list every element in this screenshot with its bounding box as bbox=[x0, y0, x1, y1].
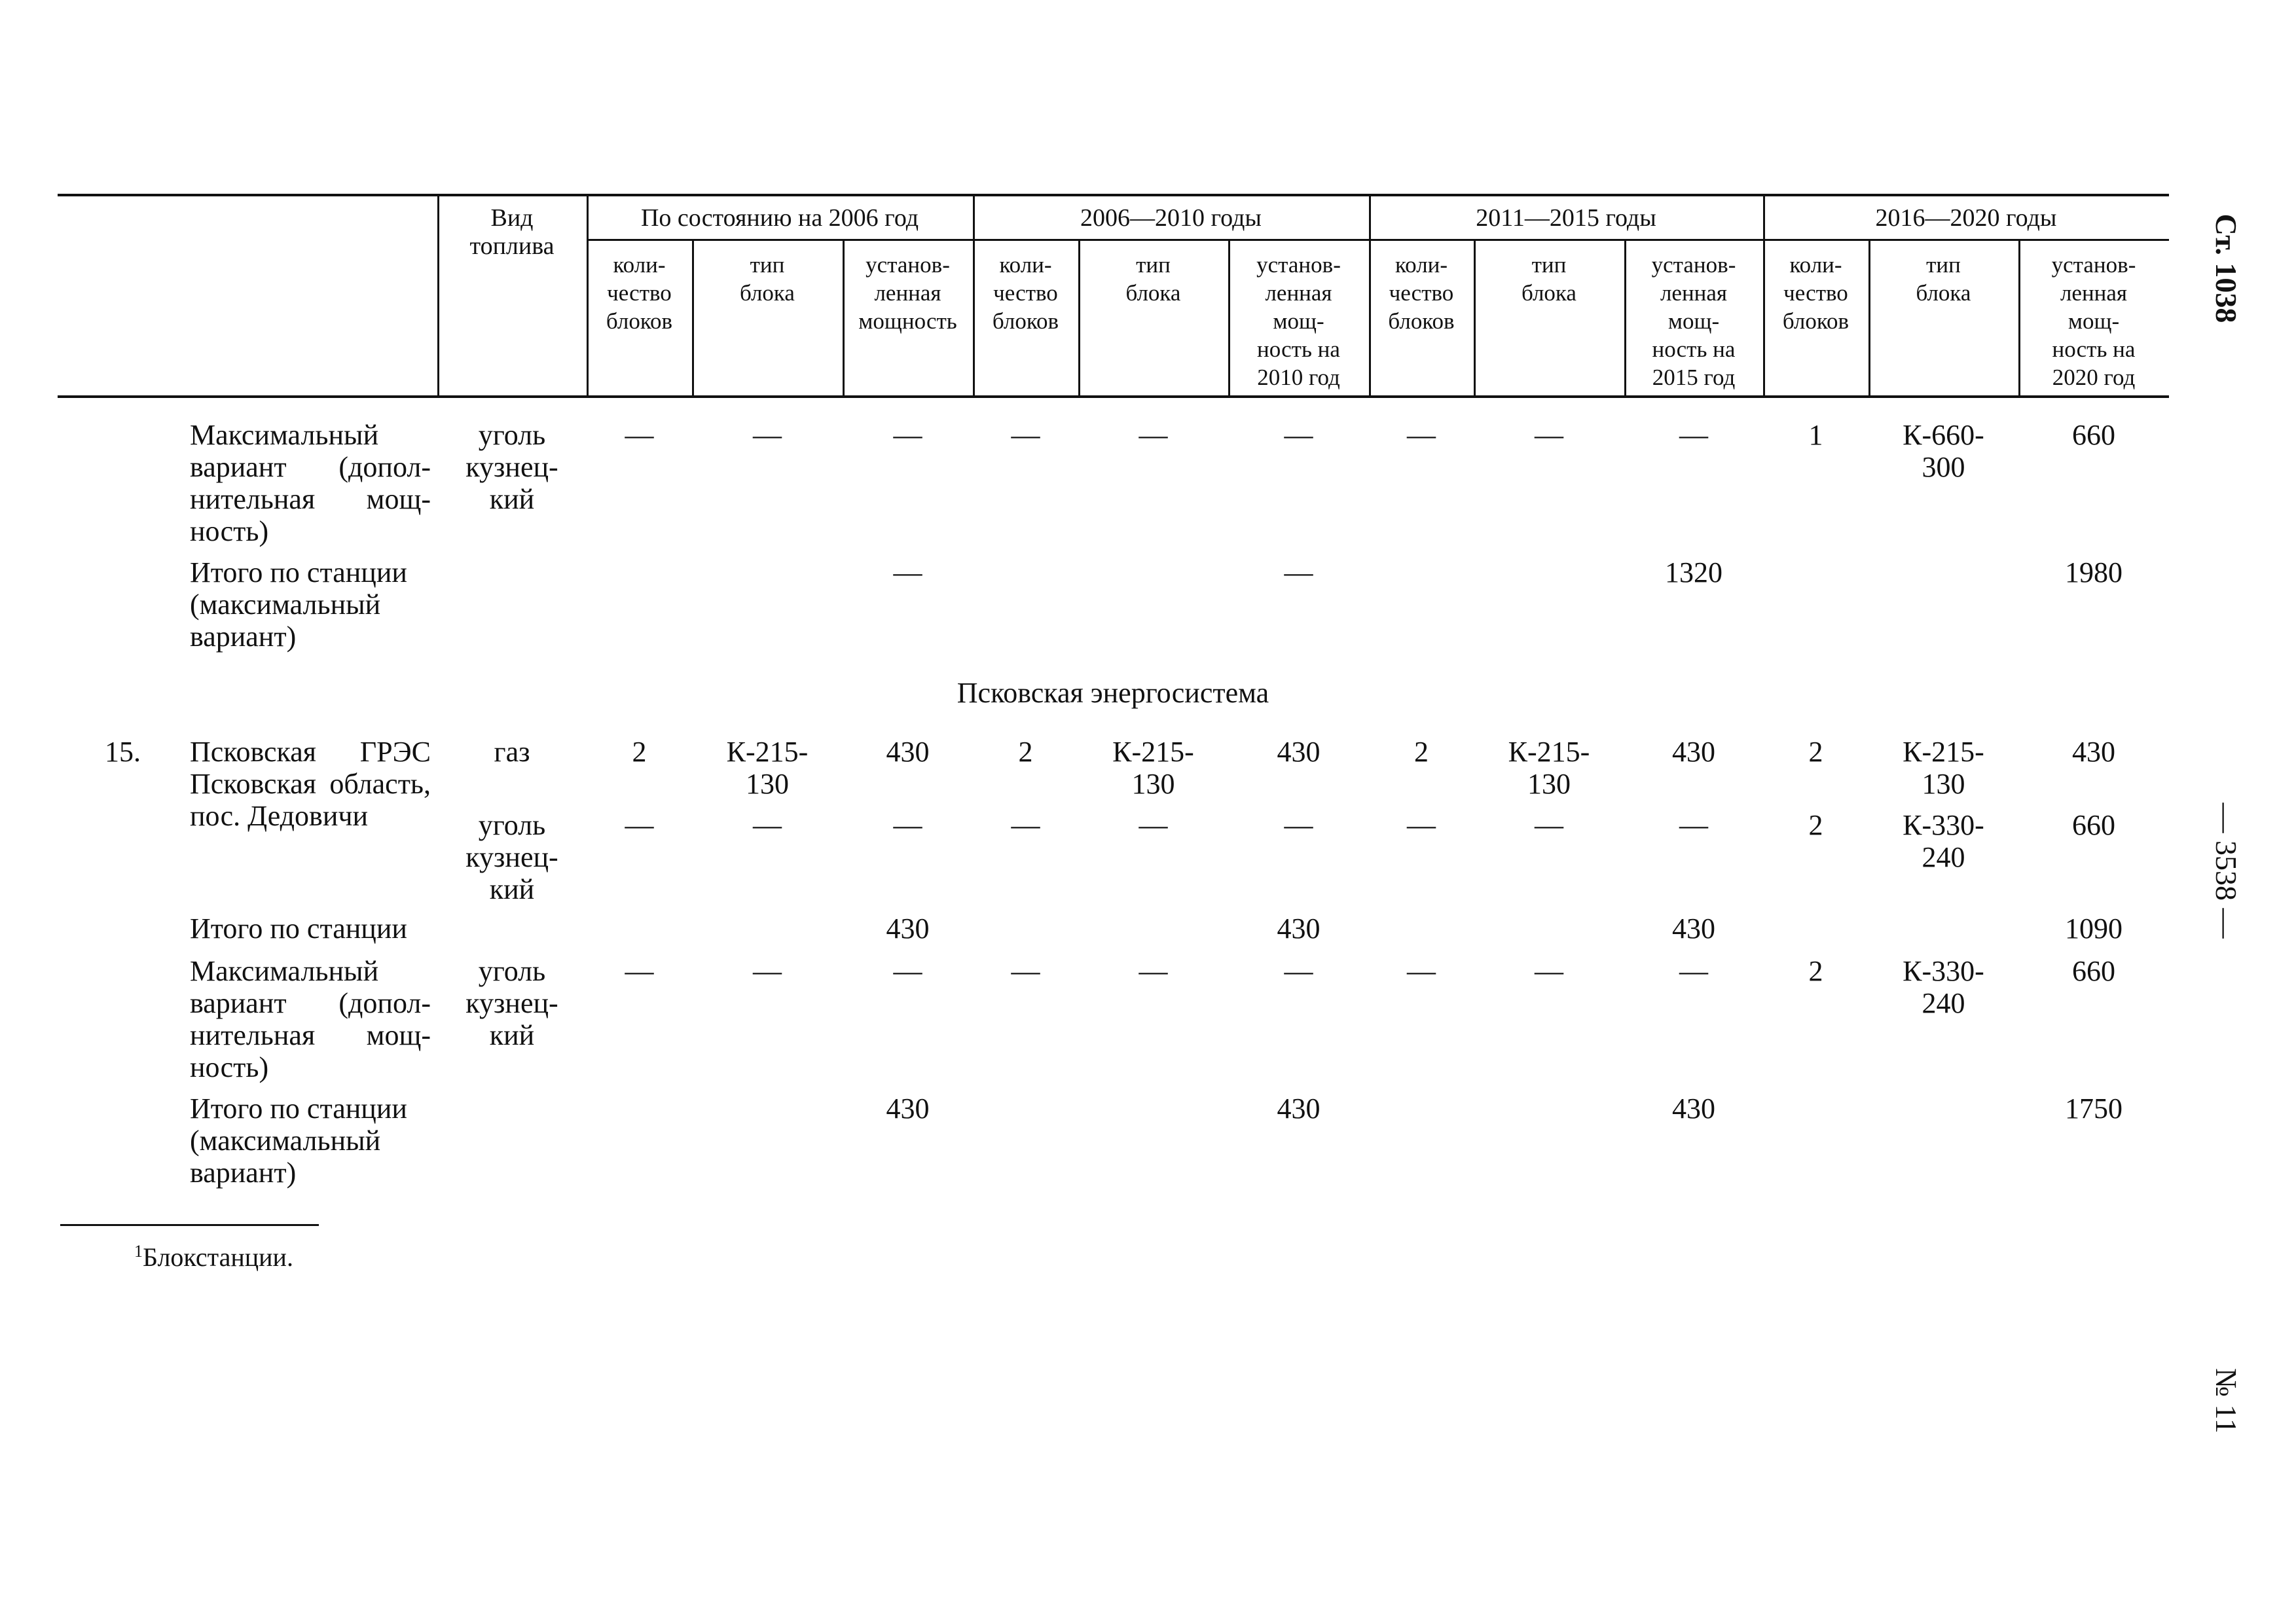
subheader-type: тип блока bbox=[1125, 252, 1181, 306]
table-cell: — bbox=[1139, 955, 1168, 987]
subheader-count: коли- чество блоков bbox=[1388, 252, 1455, 334]
table-cell: — bbox=[1679, 955, 1708, 987]
table-cell: 430 bbox=[886, 1092, 930, 1125]
subheader-type: тип блока bbox=[1916, 252, 1971, 306]
table-cell: — bbox=[1407, 809, 1436, 841]
table-cell: — bbox=[1535, 809, 1563, 841]
table-cell: К-215- 130 bbox=[726, 736, 809, 800]
fuel-header: Вид топлива bbox=[469, 204, 555, 260]
table-cell: 430 bbox=[1672, 912, 1715, 945]
table-cell: 430 bbox=[1672, 1092, 1715, 1125]
table-cell: — bbox=[1407, 955, 1436, 987]
table-cell: К-215- 130 bbox=[1903, 736, 1984, 800]
row-fuel: уголь кузнец- кий bbox=[465, 809, 558, 905]
table-cell: К-215- 130 bbox=[1508, 736, 1590, 800]
table-cell: — bbox=[625, 809, 654, 841]
table-cell: — bbox=[1139, 809, 1168, 841]
table-cell: — bbox=[1011, 419, 1040, 451]
subheader-type: тип блока bbox=[1522, 252, 1576, 306]
table-header-bottom-rule bbox=[58, 395, 2169, 398]
table-cell: 2 bbox=[1414, 736, 1429, 768]
table-cell: 2 bbox=[1018, 736, 1033, 768]
row-label: Итого по станции (максимальный вариант) bbox=[190, 556, 407, 653]
subheader-count: коли- чество блоков bbox=[1782, 252, 1850, 334]
table-cell: 1 bbox=[1808, 419, 1823, 451]
table-top-rule bbox=[58, 194, 2169, 196]
group-header-2016-2020: 2016—2020 годы bbox=[1875, 204, 2057, 232]
table-cell: — bbox=[1011, 809, 1040, 841]
subheader-capacity: установ- ленная мощ- ность на 2020 год bbox=[2051, 252, 2136, 390]
subheader-count: коли- чество блоков bbox=[606, 252, 673, 334]
row-label: Максимальный вариант (дополнительная мощность) bbox=[190, 955, 431, 1083]
table-cell: 1320 bbox=[1665, 556, 1722, 588]
footnote-text: Блокстанции. bbox=[143, 1242, 293, 1272]
table-cell: — bbox=[1011, 955, 1040, 987]
table-cell: — bbox=[1679, 419, 1708, 451]
table-cell: К-660- 300 bbox=[1903, 419, 1984, 483]
table-cell: К-330- 240 bbox=[1903, 809, 1984, 873]
table-cell: — bbox=[1679, 809, 1708, 841]
table-cell: — bbox=[625, 419, 654, 451]
section-title: Псковская энергосистема bbox=[957, 677, 1269, 709]
footnote-rule bbox=[60, 1224, 319, 1226]
table-cell: 430 bbox=[886, 912, 930, 945]
table-cell: 1980 bbox=[2065, 556, 2123, 588]
row-label: Псковская ГРЭС Псковская область, пос. Дедовичи bbox=[190, 736, 431, 832]
subheader-capacity: установ- ленная мощ- ность на 2015 год bbox=[1651, 252, 1736, 390]
table-cell: 660 bbox=[2072, 809, 2115, 841]
footnote bbox=[134, 1236, 293, 1272]
group-header-2006-2010: 2006—2010 годы bbox=[1080, 204, 1262, 232]
table-cell: — bbox=[1284, 955, 1313, 987]
row-fuel: уголь кузнец- кий bbox=[465, 419, 558, 515]
side-article-number: Ст. 1038 bbox=[2210, 213, 2243, 323]
row-label: Итого по станции (максимальный вариант) bbox=[190, 1092, 407, 1189]
row-label: Максимальный вариант (дополнительная мощность) bbox=[190, 419, 431, 547]
footnote-mark: 1 bbox=[134, 1242, 143, 1261]
row-fuel: газ bbox=[494, 736, 530, 768]
row-number: 15. bbox=[105, 736, 141, 768]
subheader-capacity: установ- ленная мощность bbox=[858, 252, 957, 334]
table-cell: — bbox=[893, 556, 922, 588]
table-cell: — bbox=[625, 955, 654, 987]
table-cell: — bbox=[1284, 556, 1313, 588]
table-cell: 430 bbox=[1672, 736, 1715, 768]
group-divider-rule bbox=[587, 239, 2169, 241]
table-cell: 2 bbox=[1808, 736, 1823, 768]
table-cell: 430 bbox=[1277, 736, 1321, 768]
table-cell: 2 bbox=[1808, 955, 1823, 987]
table-cell: 430 bbox=[1277, 1092, 1321, 1125]
table-cell: 660 bbox=[2072, 419, 2115, 451]
subheader-count: коли- чество блоков bbox=[992, 252, 1059, 334]
table-cell: 660 bbox=[2072, 955, 2115, 987]
subheader-type: тип блока bbox=[740, 252, 795, 306]
table-cell: 430 bbox=[886, 736, 930, 768]
side-page-number: — 3538 — bbox=[2210, 803, 2243, 939]
table-cell: — bbox=[753, 809, 782, 841]
table-cell: — bbox=[1284, 809, 1313, 841]
table-cell: — bbox=[753, 955, 782, 987]
table-cell: 430 bbox=[2072, 736, 2115, 768]
side-issue-number: № 11 bbox=[2210, 1368, 2243, 1434]
table-cell: — bbox=[893, 809, 922, 841]
table-cell: К-330- 240 bbox=[1903, 955, 1984, 1019]
group-header-2011-2015: 2011—2015 годы bbox=[1476, 204, 1656, 232]
table-cell: К-215- 130 bbox=[1112, 736, 1194, 800]
table-cell: — bbox=[1284, 419, 1313, 451]
table-cell: — bbox=[1407, 419, 1436, 451]
table-cell: — bbox=[1139, 419, 1168, 451]
table-cell: 1750 bbox=[2065, 1092, 2123, 1125]
table-cell: — bbox=[753, 419, 782, 451]
table-cell: 1090 bbox=[2065, 912, 2123, 945]
table-cell: 430 bbox=[1277, 912, 1321, 945]
row-label: Итого по станции bbox=[190, 912, 407, 945]
row-fuel: уголь кузнец- кий bbox=[465, 955, 558, 1051]
table-cell: — bbox=[1535, 955, 1563, 987]
table-cell: — bbox=[893, 955, 922, 987]
subheader-capacity: установ- ленная мощ- ность на 2010 год bbox=[1256, 252, 1341, 390]
table-cell: — bbox=[893, 419, 922, 451]
table-cell: 2 bbox=[632, 736, 647, 768]
group-header-2006: По состоянию на 2006 год bbox=[640, 204, 919, 232]
table-cell: 2 bbox=[1808, 809, 1823, 841]
table-cell: — bbox=[1535, 419, 1563, 451]
